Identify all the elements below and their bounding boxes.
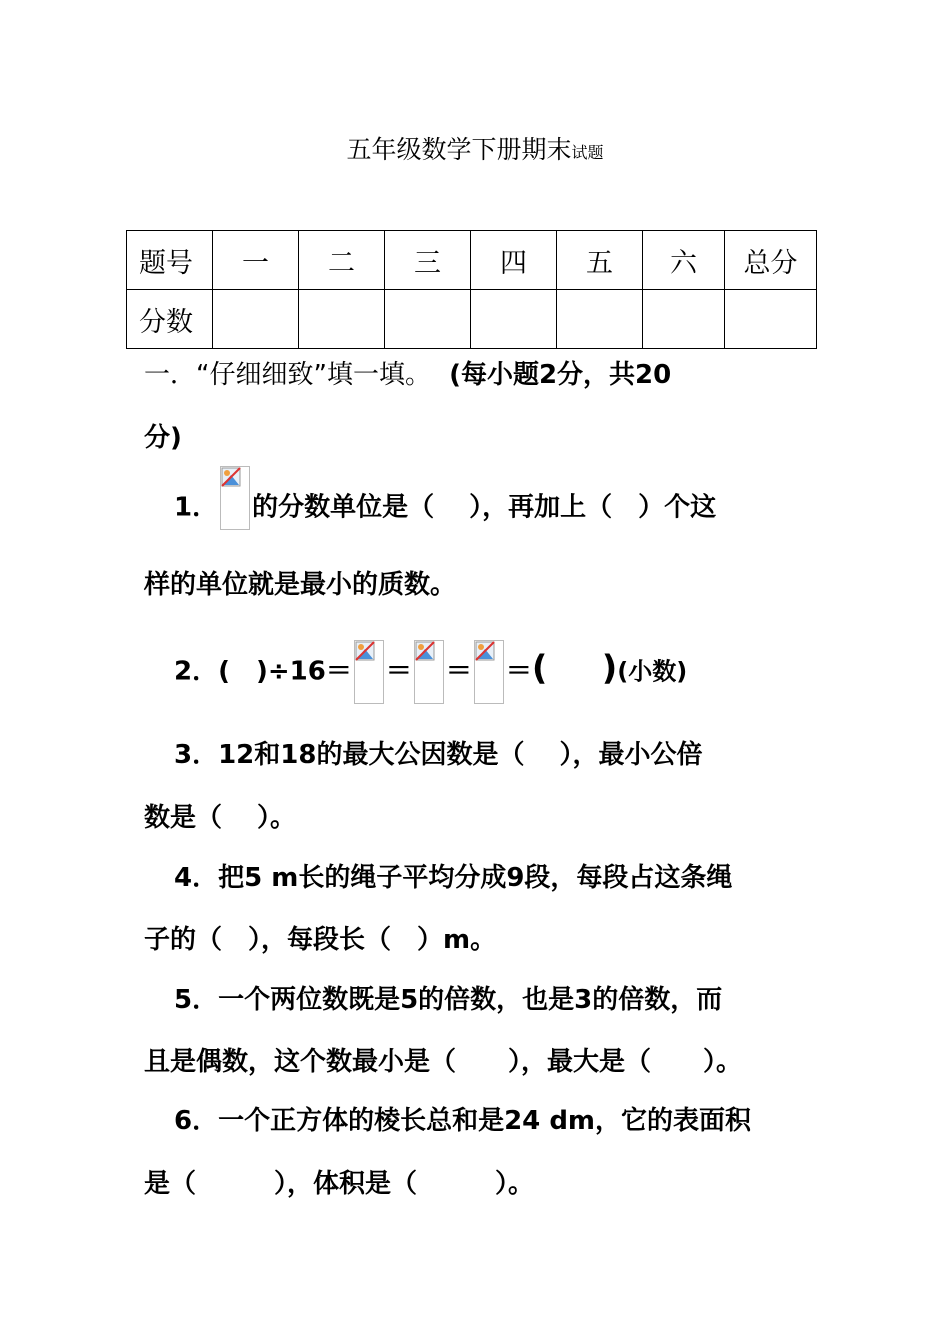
question-6-cont: 是（ ），体积是（ ）。 [144, 1169, 535, 1199]
row-label: 分数 [127, 290, 213, 349]
section-heading-cont: 分) [144, 423, 182, 453]
score-table [126, 230, 817, 349]
score-cell[interactable] [471, 290, 557, 349]
score-cell[interactable] [213, 290, 299, 349]
score-cell[interactable] [725, 290, 817, 349]
section-heading [144, 355, 671, 395]
broken-image-icon [474, 640, 504, 704]
q1-number: 1． [174, 492, 219, 523]
header-cell: 五 [557, 231, 643, 290]
question-2 [174, 640, 687, 704]
score-cell[interactable] [299, 290, 385, 349]
broken-image-icon [354, 640, 384, 704]
question-4-cont: 子的（ ），每段长（ ）m。 [144, 925, 497, 955]
header-cell: 总分 [725, 231, 817, 290]
broken-image-icon [414, 640, 444, 704]
header-cell: 二 [299, 231, 385, 290]
q2-equals: ＝ [445, 656, 472, 687]
section-heading-text: 一．“仔细细致”填一填。 [144, 360, 431, 390]
q2-paren-close: ) [601, 648, 618, 689]
table-header-row [127, 231, 817, 290]
q2-equals: ＝ [385, 656, 412, 687]
q2-suffix: (小数) [617, 657, 688, 686]
score-cell[interactable] [643, 290, 725, 349]
q2-start: 2．( )÷16＝ [174, 656, 352, 687]
page-title [0, 132, 950, 171]
question-3-cont: 数是（ ）。 [144, 803, 297, 833]
question-1 [174, 486, 716, 530]
question-6: 6．一个正方体的棱长总和是24 dm，它的表面积 [174, 1106, 752, 1136]
q2-paren-open: ( [531, 648, 548, 689]
header-cell: 题号 [127, 231, 213, 290]
broken-image-icon [220, 466, 250, 530]
question-1-cont: 样的单位就是最小的质数。 [144, 570, 457, 600]
q1-text: 的分数单位是（ ），再加上（ ）个这 [252, 492, 717, 523]
header-cell: 六 [643, 231, 725, 290]
question-3: 3．12和18的最大公因数是（ ），最小公倍 [174, 740, 703, 770]
question-5-cont: 且是偶数，这个数最小是（ ），最大是（ ）。 [144, 1047, 743, 1077]
score-cell[interactable] [557, 290, 643, 349]
question-4: 4．把5 m长的绳子平均分成9段，每段占这条绳 [174, 863, 733, 893]
q2-equals: ＝ [505, 656, 532, 687]
header-cell: 一 [213, 231, 299, 290]
header-cell: 四 [471, 231, 557, 290]
header-cell: 三 [385, 231, 471, 290]
score-cell[interactable] [385, 290, 471, 349]
question-5: 5．一个两位数既是5的倍数，也是3的倍数，而 [174, 985, 723, 1015]
score-row [127, 290, 817, 349]
section-heading-points: (每小题2分，共20 [449, 360, 672, 390]
title-main: 五年级数学下册期末 [346, 135, 572, 164]
title-suffix: 试题 [571, 143, 604, 162]
